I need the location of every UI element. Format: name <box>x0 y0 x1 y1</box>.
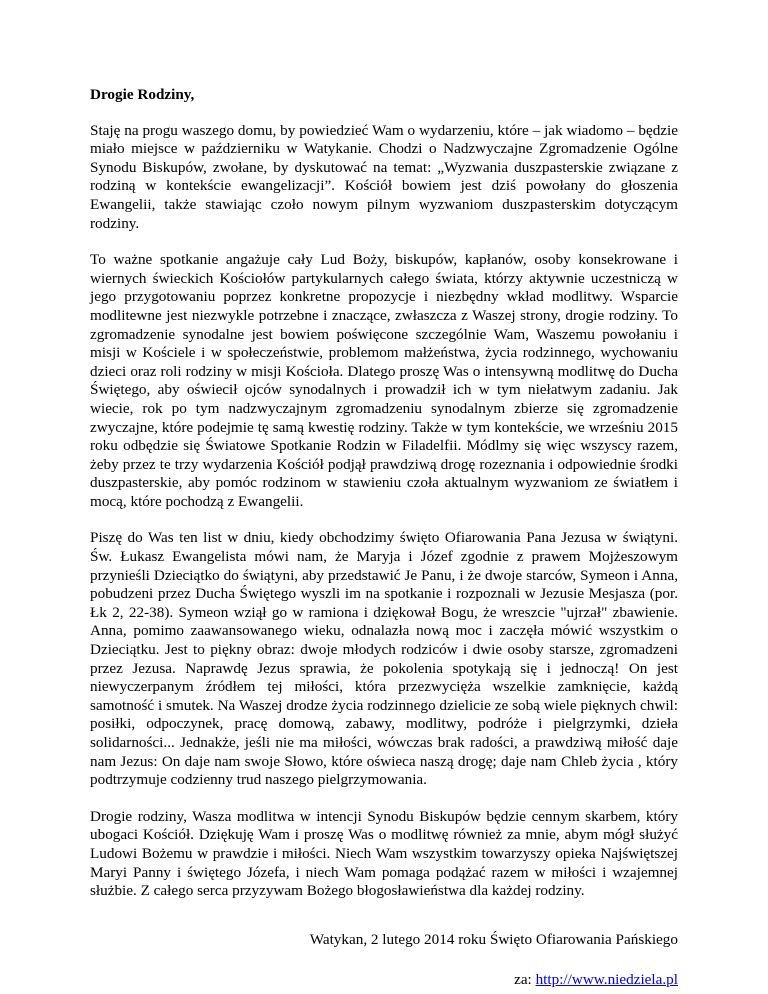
paragraph-2: To ważne spotkanie angażuje cały Lud Boży, biskupów, kapłanów, osoby konsekrowane i wiernych świeckich Kościołów partykularnych całego świata, którzy aktywnie uczestniczą w jego przygotowaniu poprzez konkretne propozycje i niezbędny wkład modlitwy. Wsparcie modlitewne jest niezwykle potrzebne i znaczące, zwłaszcza z Waszej strony, drogie rodziny. To zgromadzenie synodalne jest bowiem poświęcone szczególnie Wam, Waszemu powołaniu i misji w Kościele i w społeczeństwie, problemom małżeństwa, życia rodzinnego, wychowaniu dzieci oraz roli rodziny w misji Kościoła. Dlatego proszę Was o intensywną modlitwę do Ducha Świętego, aby oświecił ojców synodalnych i prowadził ich w tym niełatwym zadaniu. Jak wiecie, rok po tym nadzwyczajnym zgromadzeniu synodalnym zbierze się zgromadzenie zwyczajne, które podejmie tę samą kwestię rodziny. Także w tym kontekście, we wrześniu 2015 roku odbędzie się Światowe Spotkanie Rodzin w Filadelfii. Módlmy się więc wszyscy razem, żeby przez te trzy wydarzenia Kościół podjął prawdziwą drogę rozeznania i odpowiednie środki duszpasterskie, aby pomóc rodzinom w stawieniu czoła aktualnym wyzwaniom ze światłem i mocą, które pochodzą z Ewangelii. <box>90 251 678 510</box>
letter-signature: Watykan, 2 lutego 2014 roku Święto Ofiarowania Pańskiego <box>309 930 678 948</box>
letter-page <box>90 86 678 990</box>
paragraph-4: Drogie rodziny, Wasza modlitwa w intencji Synodu Biskupów będzie cennym skarbem, który ubogaci Kościół. Dziękuję Wam i proszę Was o modlitwę również za mnie, abym mógł służyć Ludowi Bożemu w prawdzie i miłości. Niech Wam wszystkim towarzyszy opieka Najświętszej Maryi Panny i świętego Józefa, i niech Wam pomaga podążać razem w miłości i wzajemnej służbie. Z całego serca przyzywam Bożego błogosławieństwa dla każdej rodziny. <box>90 807 678 900</box>
source-prefix: za: <box>514 971 536 989</box>
source-line <box>90 971 678 990</box>
letter-salutation: Drogie Rodziny, <box>90 86 195 103</box>
paragraph-3: Piszę do Was ten list w dniu, kiedy obchodzimy święto Ofiarowania Pana Jezusa w świątyni. Św. Łukasz Ewangelista mówi nam, że Maryja i Józef zgodnie z prawem Mojżeszowym przynieśli Dzieciątko do świątyni, aby przedstawić Je Panu, i że dwoje starców, Symeon i Anna, pobudzeni przez Ducha Świętego wyszli im na spotkanie i rozpoznali w Jezusie Mesjasza (por. Łk 2, 22-38). Symeon wziął go w ramiona i dziękował Bogu, że wreszcie "ujrzał" zbawienie. Anna, pomimo zaawansowanego wieku, odnalazła nową moc i zaczęła mówić wszystkim o Dzieciątku. Jest to piękny obraz: dwoje młodych rodziców i dwie osoby starsze, zgromadzeni przez Jezusa. Naprawdę Jezus sprawia, że pokolenia spotykają się i jednoczą! On jest niewyczerpanym źródłem tej miłości, która przezwycięża wszelkie zamknięcie, każdą samotność i smutek. Na Waszej drodze życia rodzinnego dzielicie ze sobą wiele pięknych chwil: posiłki, odpoczynek, pracę domową, zabawy, modlitwy, podróże i pielgrzymki, dzieła solidarności... Jednakże, jeśli nie ma miłości, wówczas brak radości, a prawdziwą miłość daje nam Jezus: On daje nam swoje Słowo, które oświeca naszą drogę; daje nam Chleb życia , który podtrzymuje codzienny trud naszego pielgrzymowania. <box>90 529 678 789</box>
paragraph-1: Staję na progu waszego domu, by powiedzieć Wam o wydarzeniu, które – jak wiadomo – będzie miało miejsce w październiku w Watykanie. Chodzi o Nadzwyczajne Zgromadzenie Ogólne Synodu Biskupów, zwołane, by dyskutować na temat: „Wyzwania duszpasterskie związane z rodziną w kontekście ewangelizacji”. Kościół bowiem jest dziś powołany do głoszenia Ewangelii, także stawiając czoło nowym pilnym wyzwaniom duszpasterskim dotyczącym rodziny. <box>90 121 678 232</box>
source-link[interactable]: http://www.niedziela.pl <box>535 971 678 989</box>
